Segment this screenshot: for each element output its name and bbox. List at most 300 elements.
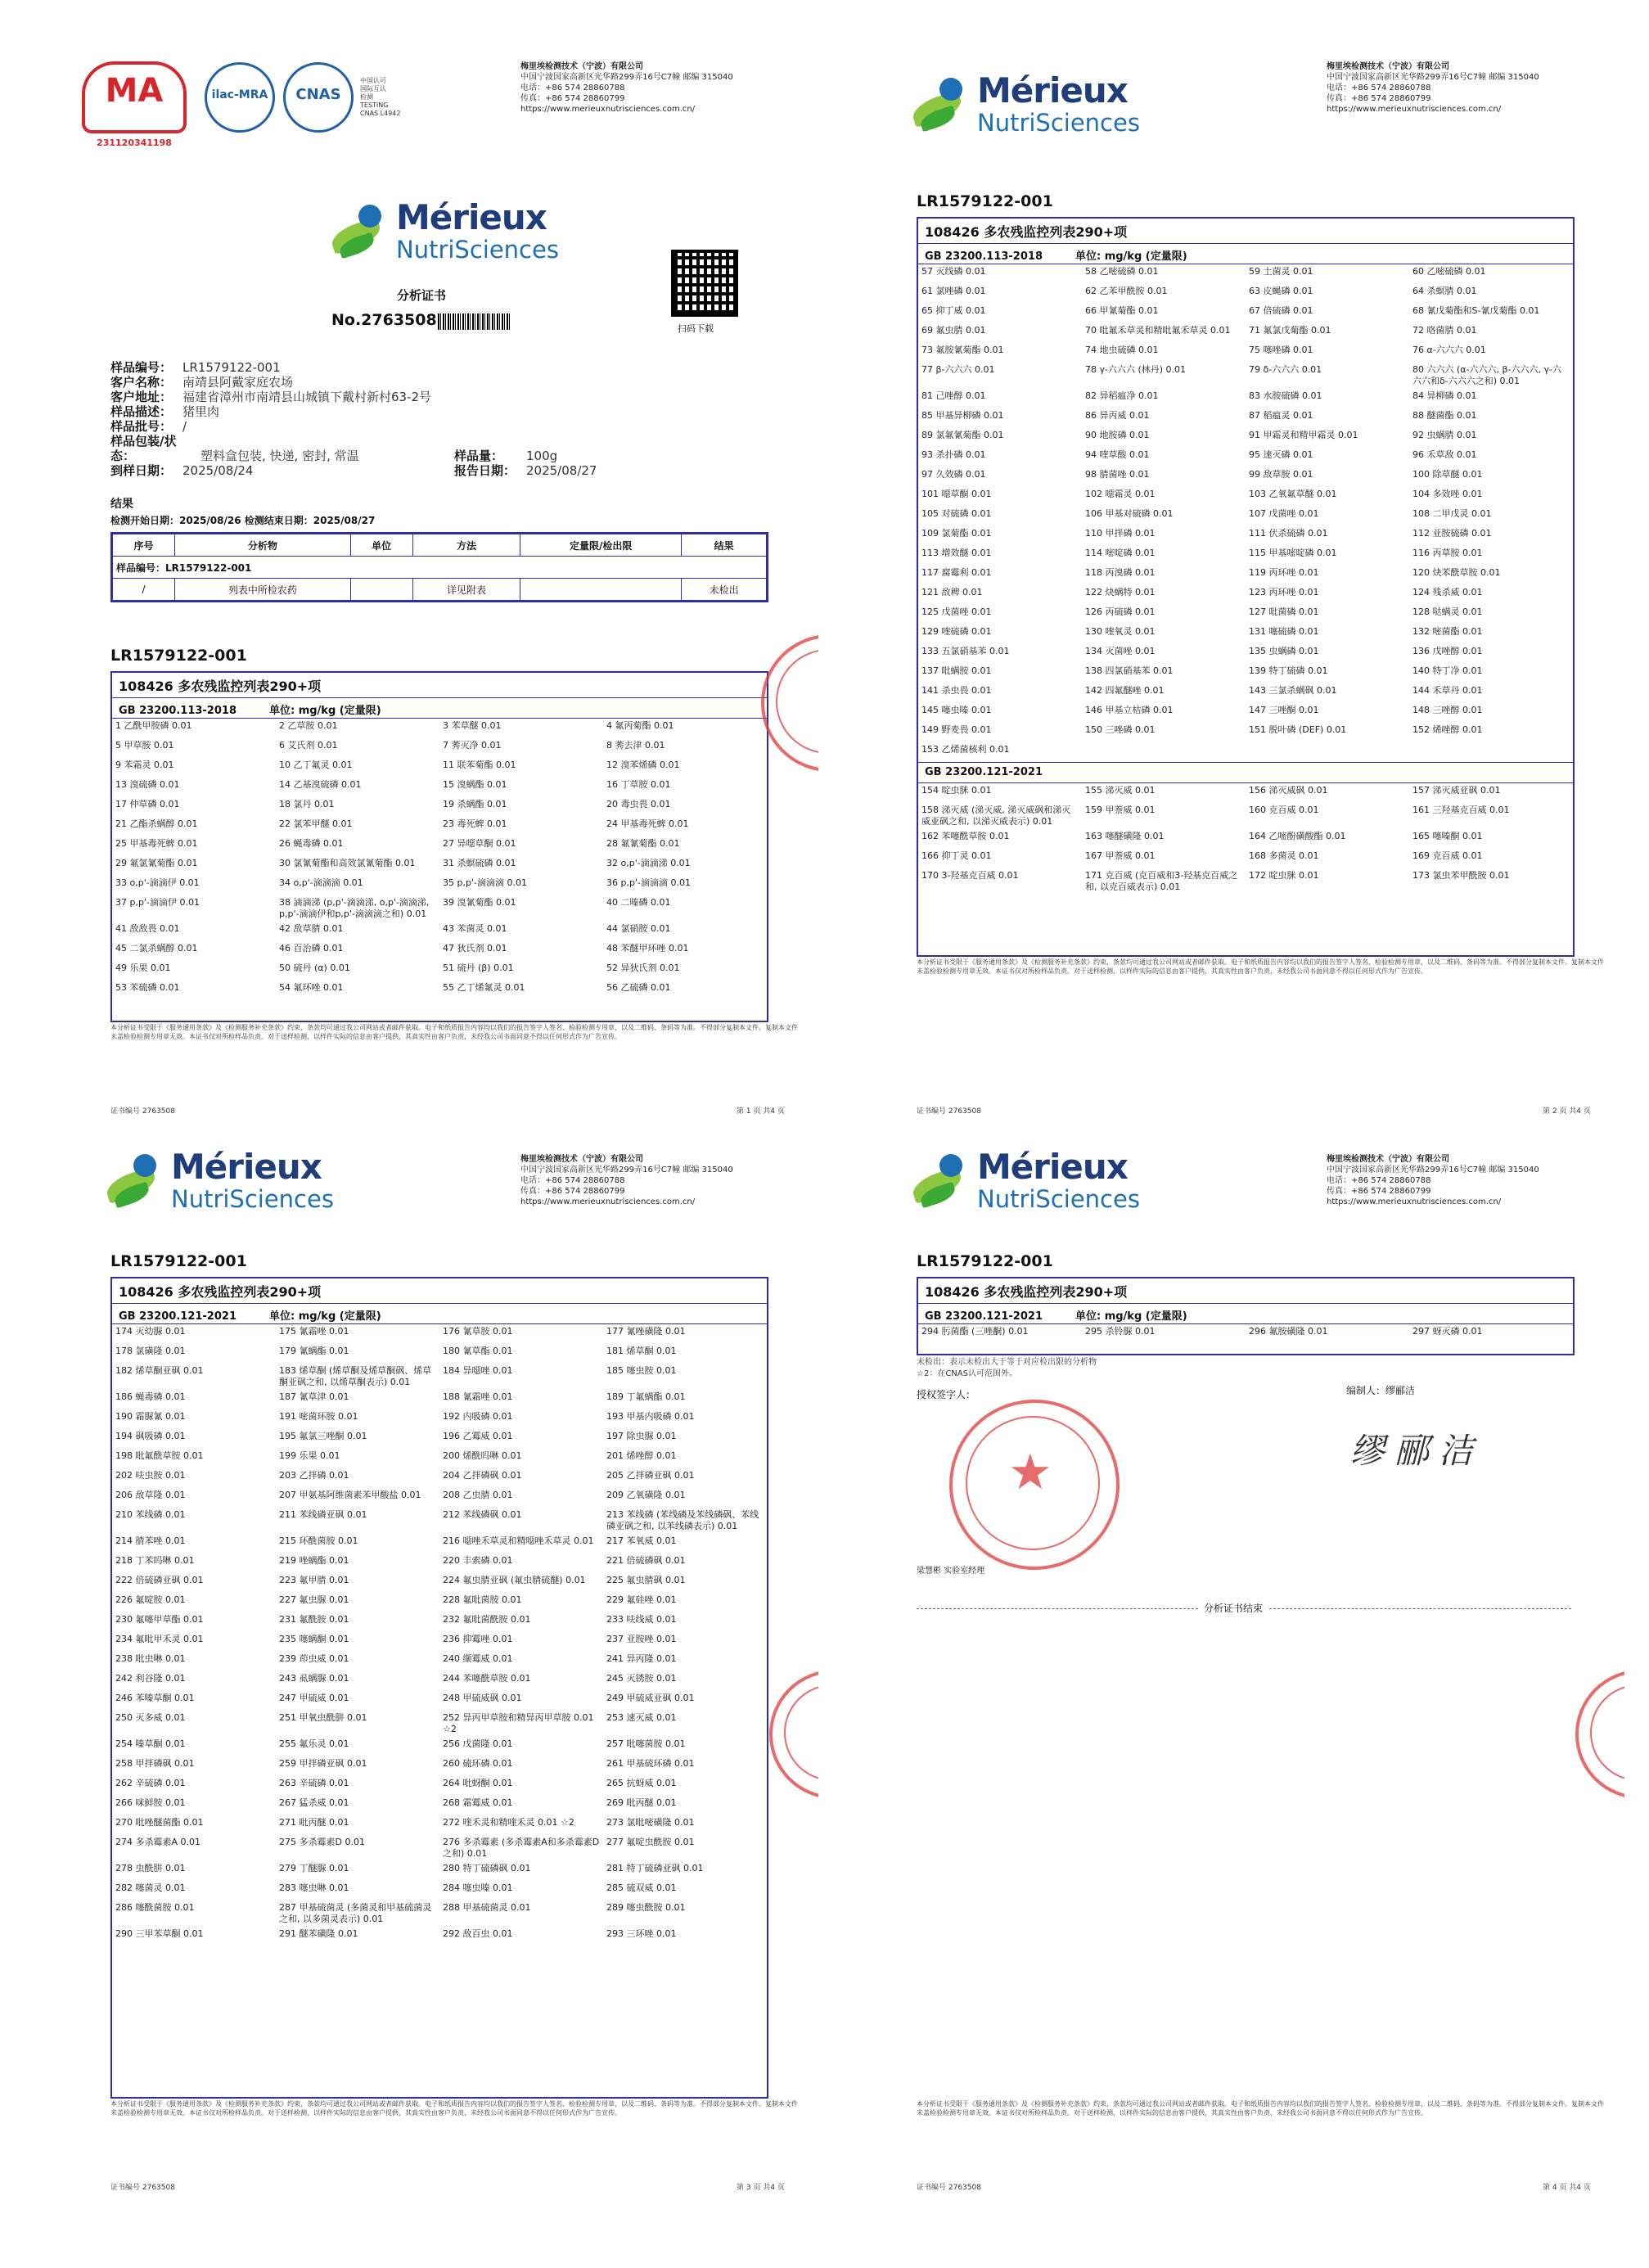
pesticide-item: 39 溴氰菊酯 0.01	[443, 897, 516, 908]
pesticide-item: 138 四氯硝基苯 0.01	[1085, 665, 1174, 676]
pesticide-item: 43 苯菌灵 0.01	[443, 923, 507, 934]
pesticide-item: 294 肟菌酯 (三唑酮) 0.01	[921, 1326, 1029, 1337]
pesticide-item: 170 3-羟基克百威 0.01	[921, 870, 1019, 881]
pesticide-item: 12 溴苯烯磷 0.01	[606, 760, 680, 770]
pesticide-item: 21 乙酯杀螨醇 0.01	[115, 818, 198, 829]
ilac-badge: ilac-MRA	[205, 62, 275, 133]
pesticide-item: 282 噻菌灵 0.01	[115, 1882, 186, 1893]
pesticide-item: 183 烯草酮 (烯草酮及烯草酮砜、烯草酮亚砜之和, 以烯草酮表示) 0.01	[279, 1365, 432, 1387]
pesticide-item: 81 己唑醇 0.01	[921, 390, 986, 401]
pesticide-item: 238 吡虫啉 0.01	[115, 1653, 186, 1664]
pesticide-item: 196 乙霉威 0.01	[443, 1431, 513, 1441]
pesticide-item: 211 苯线磷亚砜 0.01	[279, 1509, 367, 1520]
pesticide-item: 231 氟酰胺 0.01	[279, 1614, 349, 1625]
pesticide-item: 17 仲草磷 0.01	[115, 799, 180, 809]
pesticide-item: 99 敌草胺 0.01	[1249, 469, 1313, 480]
pesticide-item: 25 甲基毒死蜱 0.01	[115, 838, 198, 849]
pesticide-item: 136 戊唑醇 0.01	[1412, 646, 1483, 656]
pesticide-item: 202 呋虫胺 0.01	[115, 1470, 186, 1481]
pesticide-item: 67 倍硫磷 0.01	[1249, 305, 1313, 316]
pesticide-item: 266 咪鲜胺 0.01	[115, 1797, 186, 1808]
pesticide-item: 51 硫丹 (β) 0.01	[443, 963, 514, 973]
pesticide-item: 182 烯草酮亚砜 0.01	[115, 1365, 204, 1376]
pesticide-item: 116 丙草胺 0.01	[1412, 548, 1483, 558]
pesticide-item: 296 氟胺磺隆 0.01	[1249, 1326, 1328, 1337]
table-cell	[520, 579, 682, 601]
pesticide-item: 72 咯菌腈 0.01	[1412, 325, 1477, 336]
footer-terms: 本分析证书受限于《服务通用条款》及《检测服务补充条款》约束，条款均可通过我公司网站或者邮件获取。电子和纸质报告内容均以我们的报告签字人签名、检验检测专用章，以及二维码、条码等为准。不得部分复制本文件。复制本文件未盖检验检测专用章无效。本证书仅对所检样品负责。对于送样检测，以样件实际的信息由客户提供，其真实性由客户负责，未经我公司书面同意不得以任何形式作为广告宣传。	[917, 958, 1604, 975]
pesticide-list-box	[917, 1277, 1575, 1355]
pesticide-item: 274 多杀霉素A 0.01	[115, 1837, 201, 1847]
qr-code[interactable]	[671, 250, 738, 317]
pesticide-item: 226 氟啶胺 0.01	[115, 1594, 186, 1605]
pesticide-item: 75 噻唑磷 0.01	[1249, 345, 1313, 355]
pesticide-item: 203 乙拌磷 0.01	[279, 1470, 349, 1481]
pesticide-item: 101 噁草酮 0.01	[921, 489, 992, 499]
pesticide-item: 77 β-六六六 0.01	[921, 364, 995, 375]
company-address: 梅里埃检测技术（宁波）有限公司 中国宁波国家高新区光华路299弄16号C7幢 邮编 315040 电话：+86 574 28860788 传真：+86 574 28860799 https://www.merieuxnutrisciences.com.cn/	[520, 62, 733, 114]
pesticide-item: 107 戊菌唑 0.01	[1249, 508, 1319, 519]
pesticide-item: 278 虫酰肼 0.01	[115, 1863, 186, 1873]
pesticide-item: 154 啶虫脒 0.01	[921, 785, 992, 796]
pesticide-item: 155 涕灭威 0.01	[1085, 785, 1156, 796]
pesticide-item: 34 o,p'-滴滴滴 0.01	[279, 877, 363, 888]
pesticide-item: 23 毒死蜱 0.01	[443, 818, 507, 829]
pesticide-item: 111 伏杀硫磷 0.01	[1249, 528, 1328, 539]
certificate-footer: 证书编号 2763508	[110, 1107, 175, 1116]
pesticide-item: 179 氰螨酯 0.01	[279, 1346, 349, 1356]
pesticide-item: 204 乙拌磷砜 0.01	[443, 1470, 522, 1481]
end-of-certificate: 分析证书结束	[1199, 1601, 1268, 1615]
pesticide-grid	[112, 1324, 767, 1946]
pesticide-item: 217 苯氧威 0.01	[606, 1535, 677, 1546]
pesticide-item: 115 甲基嘧啶磷 0.01	[1249, 548, 1337, 558]
pesticide-item: 267 猛杀威 0.01	[279, 1797, 349, 1808]
page-number: 第 2 页 共4 页	[1543, 1107, 1591, 1116]
pesticide-item: 56 乙硫磷 0.01	[606, 982, 671, 993]
pesticide-item: 270 吡唑醚菌酯 0.01	[115, 1817, 204, 1828]
list-subheader: GB 23200.113-2018 单位: mg/kg (定量限)	[112, 698, 767, 719]
pesticide-item: 69 氟虫腈 0.01	[921, 325, 986, 336]
pesticide-item: 199 乐果 0.01	[279, 1450, 340, 1461]
pesticide-item: 239 茚虫威 0.01	[279, 1653, 349, 1664]
pesticide-item: 259 甲拌磷亚砜 0.01	[279, 1758, 367, 1769]
red-stamp	[761, 634, 818, 772]
page-2	[888, 61, 1624, 1125]
pesticide-item: 54 氟环唑 0.01	[279, 982, 344, 993]
certificate-footer: 证书编号 2763508	[917, 1107, 981, 1116]
pesticide-item: 151 脱叶磷 (DEF) 0.01	[1249, 724, 1347, 735]
pesticide-item: 252 异丙甲草胺和精异丙甲草胺 0.01 ☆2	[443, 1712, 594, 1734]
pesticide-item: 198 吡氟酰草胺 0.01	[115, 1450, 204, 1461]
pesticide-item: 16 丁草胺 0.01	[606, 779, 671, 790]
col-header: 定量限/检出限	[520, 534, 682, 557]
pesticide-item: 227 氟虫脲 0.01	[279, 1594, 349, 1605]
pesticide-item: 89 氯氟氰菊酯 0.01	[921, 430, 1004, 440]
pesticide-item: 219 唑螨酯 0.01	[279, 1555, 349, 1566]
pesticide-item: 187 氰草津 0.01	[279, 1391, 349, 1402]
pesticide-item: 18 氯丹 0.01	[279, 799, 335, 809]
pesticide-item: 32 o,p'-滴滴涕 0.01	[606, 858, 691, 868]
col-header: 方法	[412, 534, 520, 557]
pesticide-item: 113 增效醚 0.01	[921, 548, 992, 558]
pesticide-item: 65 抑丁威 0.01	[921, 305, 986, 316]
company-address: 梅里埃检测技术（宁波）有限公司 中国宁波国家高新区光华路299弄16号C7幢 邮编 315040 电话：+86 574 28860788 传真：+86 574 28860799 https://www.merieuxnutrisciences.com.cn/	[1327, 62, 1539, 114]
pesticide-item: 120 炔苯酰草胺 0.01	[1412, 567, 1501, 578]
pesticide-item: 146 甲基立枯磷 0.01	[1085, 705, 1174, 715]
pesticide-item: 50 硫丹 (α) 0.01	[279, 963, 350, 973]
sample-qty: 样品量： 100g	[454, 449, 558, 463]
pesticide-item: 108 二甲戊灵 0.01	[1412, 508, 1492, 519]
pesticide-item: 295 杀铃脲 0.01	[1085, 1326, 1156, 1337]
pesticide-item: 80 六六六 (α-六六六, β-六六六, γ-六六六和δ-六六六之和) 0.01	[1412, 364, 1561, 386]
list-title: 108426 多农残监控列表290+项	[918, 219, 1573, 244]
pesticide-item: 74 地虫硫磷 0.01	[1085, 345, 1159, 355]
pesticide-item: 209 乙氧磺隆 0.01	[606, 1490, 686, 1500]
pesticide-item: 223 氟甲腈 0.01	[279, 1575, 349, 1585]
pesticide-item: 249 甲硫威亚砜 0.01	[606, 1693, 695, 1703]
sample-id: LR1579122-001	[110, 647, 247, 665]
pesticide-item: 144 禾草丹 0.01	[1412, 685, 1483, 696]
pesticide-grid	[112, 719, 767, 1000]
pesticide-item: 6 艾氏剂 0.01	[279, 740, 338, 751]
company-address: 梅里埃检测技术（宁波）有限公司 中国宁波国家高新区光华路299弄16号C7幢 邮编 315040 电话：+86 574 28860788 传真：+86 574 28860799 https://www.merieuxnutrisciences.com.cn/	[520, 1155, 733, 1206]
pesticide-item: 169 克百威 0.01	[1412, 850, 1483, 861]
pesticide-item: 49 乐果 0.01	[115, 963, 171, 973]
pesticide-item: 90 地胺磷 0.01	[1085, 430, 1150, 440]
pesticide-item: 71 氟氯戊菊酯 0.01	[1249, 325, 1331, 336]
pesticide-item: 248 甲硫威砜 0.01	[443, 1693, 522, 1703]
pesticide-item: 70 吡氟禾草灵和精吡氟禾草灵 0.01	[1085, 325, 1231, 336]
pesticide-item: 13 溴硫磷 0.01	[115, 779, 180, 790]
pesticide-item: 105 对硫磷 0.01	[921, 508, 992, 519]
list-subheader: GB 23200.121-2021 单位: mg/kg (定量限)	[112, 1304, 767, 1324]
pesticide-item: 205 乙拌磷亚砜 0.01	[606, 1470, 695, 1481]
pesticide-item: 143 三氯杀螨砜 0.01	[1249, 685, 1337, 696]
compiler-label: 编制人：缪郦洁	[1346, 1385, 1416, 1396]
pesticide-item: 114 嘧啶磷 0.01	[1085, 548, 1156, 558]
pesticide-item: 246 苯嗪草酮 0.01	[115, 1693, 195, 1703]
pesticide-item: 88 醚菌酯 0.01	[1412, 410, 1477, 421]
page-number: 第 3 页 共4 页	[737, 2184, 785, 2192]
pesticide-item: 216 噁唑禾草灵和精噁唑禾草灵 0.01	[443, 1535, 594, 1546]
pesticide-item: 242 利谷隆 0.01	[115, 1673, 186, 1684]
result-table	[110, 532, 768, 602]
col-header: 分析物	[175, 534, 351, 557]
pesticide-grid	[918, 1324, 1573, 1344]
pesticide-item: 14 乙基溴硫磷 0.01	[279, 779, 362, 790]
pesticide-item: 5 甲草胺 0.01	[115, 740, 174, 751]
pesticide-item: 124 残杀威 0.01	[1412, 587, 1483, 597]
pesticide-item: 265 抗蚜威 0.01	[606, 1778, 677, 1788]
pesticide-list-box	[917, 217, 1575, 957]
pesticide-item: 150 三唑磷 0.01	[1085, 724, 1156, 735]
pesticide-item: 52 异狄氏剂 0.01	[606, 963, 680, 973]
pesticide-item: 137 吡螨胺 0.01	[921, 665, 992, 676]
pesticide-item: 264 吡蚜酮 0.01	[443, 1778, 513, 1788]
pesticide-item: 213 苯线磷 (苯线磷及苯线磷砜、苯线磷亚砜之和, 以苯线磷表示) 0.01	[606, 1509, 759, 1531]
sample-id: LR1579122-001	[110, 1252, 247, 1270]
pesticide-item: 106 甲基对硫磷 0.01	[1085, 508, 1174, 519]
pesticide-item: 37 p,p'-滴滴伊 0.01	[115, 897, 200, 908]
pesticide-item: 228 氟吡菌胺 0.01	[443, 1594, 522, 1605]
pesticide-item: 241 异丙隆 0.01	[606, 1653, 677, 1664]
pesticide-item: 194 砜吸磷 0.01	[115, 1431, 186, 1441]
pesticide-item: 236 抑霉唑 0.01	[443, 1634, 513, 1644]
pesticide-item: 230 氟噻甲草酯 0.01	[115, 1614, 204, 1625]
pesticide-item: 1 乙酰甲胺磷 0.01	[115, 720, 192, 731]
pesticide-item: 167 甲萘威 0.01	[1085, 850, 1156, 861]
pesticide-item: 180 氰草酯 0.01	[443, 1346, 513, 1356]
pesticide-item: 222 倍硫磷亚砜 0.01	[115, 1575, 204, 1585]
pesticide-item: 7 莠灭净 0.01	[443, 740, 502, 751]
pesticide-item: 10 乙丁氟灵 0.01	[279, 760, 353, 770]
pesticide-item: 94 喹草酸 0.01	[1085, 449, 1150, 460]
pesticide-item: 84 异柳磷 0.01	[1412, 390, 1477, 401]
certificate-number: No.2763508	[331, 311, 437, 329]
pesticide-item: 215 环酰菌胺 0.01	[279, 1535, 358, 1546]
certificate-footer: 证书编号 2763508	[917, 2184, 981, 2192]
pesticide-item: 221 倍硫磷砜 0.01	[606, 1555, 686, 1566]
pesticide-item: 38 滴滴涕 (p,p'-滴滴涕, o,p'-滴滴涕, p,p'-滴滴伊和p,p'-滴滴滴之和) 0.01	[279, 897, 430, 919]
col-header: 序号	[113, 534, 175, 557]
info-row: 样品包装/状态： 塑料盒包装, 快递, 密封, 常温	[110, 434, 359, 463]
pesticide-item: 286 噻酰菌胺 0.01	[115, 1902, 195, 1913]
sample-info	[110, 360, 431, 478]
pesticide-item: 185 噻虫胺 0.01	[606, 1365, 677, 1376]
pesticide-item: 46 百治磷 0.01	[279, 943, 344, 954]
info-row: 样品编号： LR1579122-001	[110, 360, 281, 375]
pesticide-item: 42 敌草腈 0.01	[279, 923, 344, 934]
pesticide-item: 92 虫螨腈 0.01	[1412, 430, 1477, 440]
pesticide-item: 103 乙氧氟草醚 0.01	[1249, 489, 1337, 499]
pesticide-item: 33 o,p'-滴滴伊 0.01	[115, 877, 200, 888]
pesticide-item: 35 p,p'-滴滴滴 0.01	[443, 877, 527, 888]
pesticide-item: 218 丁苯吗啉 0.01	[115, 1555, 195, 1566]
info-row: 到样日期： 2025/08/24	[110, 463, 254, 478]
pesticide-item: 263 辛硫磷 0.01	[279, 1778, 349, 1788]
pesticide-item: 277 氟啶虫酰胺 0.01	[606, 1837, 695, 1847]
pesticide-item: 44 氯硝胺 0.01	[606, 923, 671, 934]
pesticide-item: 243 虱螨脲 0.01	[279, 1673, 349, 1684]
pesticide-item: 190 霜脲氰 0.01	[115, 1411, 186, 1422]
pesticide-item: 11 联苯菊酯 0.01	[443, 760, 516, 770]
table-cell: 未检出	[682, 579, 767, 601]
pesticide-item: 135 虫螨磷 0.01	[1249, 646, 1319, 656]
pesticide-grid	[918, 783, 1573, 895]
pesticide-item: 229 氟硅唑 0.01	[606, 1594, 677, 1605]
pesticide-item: 48 苯醚甲环唑 0.01	[606, 943, 689, 954]
col-header: 单位	[350, 534, 412, 557]
pesticide-item: 112 亚胺硫磷 0.01	[1412, 528, 1492, 539]
report-date: 报告日期： 2025/08/27	[454, 463, 597, 478]
pesticide-item: 66 甲氰菊酯 0.01	[1085, 305, 1159, 316]
pesticide-item: 102 噁霜灵 0.01	[1085, 489, 1156, 499]
pesticide-item: 288 甲基硫菌灵 0.01	[443, 1902, 531, 1913]
pesticide-item: 174 灭幼脲 0.01	[115, 1326, 186, 1337]
pesticide-item: 289 噻虫酰胺 0.01	[606, 1902, 686, 1913]
company-address: 梅里埃检测技术（宁波）有限公司 中国宁波国家高新区光华路299弄16号C7幢 邮编 315040 电话：+86 574 28860788 传真：+86 574 28860799 https://www.merieuxnutrisciences.com.cn/	[1327, 1155, 1539, 1206]
pesticide-item: 210 苯线磷 0.01	[115, 1509, 186, 1520]
pesticide-item: 57 灭线磷 0.01	[921, 266, 986, 277]
info-row: 客户地址： 福建省漳州市南靖县山城镇下戴村新村63-2号	[110, 390, 432, 404]
pesticide-item: 292 敌百虫 0.01	[443, 1928, 513, 1939]
pesticide-item: 122 炔螨特 0.01	[1085, 587, 1156, 597]
pesticide-item: 172 啶虫脒 0.01	[1249, 870, 1319, 881]
pesticide-item: 127 吡菌磷 0.01	[1249, 606, 1319, 617]
pesticide-item: 121 敌稗 0.01	[921, 587, 983, 597]
pesticide-item: 40 二嗪磷 0.01	[606, 897, 671, 908]
list-title: 108426 多农残监控列表290+项	[112, 673, 767, 698]
merieux-logo: Mérieux NutriSciences	[327, 201, 559, 262]
pesticide-item: 2 乙草胺 0.01	[279, 720, 338, 731]
pesticide-item: 157 涕灭威亚砜 0.01	[1412, 785, 1501, 796]
authorized-signer-label: 授权签字人：	[917, 1389, 976, 1400]
pesticide-list-box	[110, 1277, 768, 2099]
pesticide-item: 234 氟吡甲禾灵 0.01	[115, 1634, 204, 1644]
pesticide-item: 98 腈菌唑 0.01	[1085, 469, 1150, 480]
page-number: 第 4 页 共4 页	[1543, 2184, 1591, 2192]
merieux-logo: Mérieux NutriSciences	[908, 74, 1140, 135]
pesticide-item: 214 腈苯唑 0.01	[115, 1535, 186, 1546]
pesticide-item: 125 戊菌唑 0.01	[921, 606, 992, 617]
pesticide-item: 104 多效唑 0.01	[1412, 489, 1483, 499]
sample-id: LR1579122-001	[917, 192, 1053, 210]
pesticide-item: 257 吡噻菌胺 0.01	[606, 1738, 686, 1749]
pesticide-item: 260 硫环磷 0.01	[443, 1758, 513, 1769]
pesticide-item: 36 p,p'-滴滴滴 0.01	[606, 877, 691, 888]
pesticide-item: 62 乙苯甲酰胺 0.01	[1085, 286, 1168, 296]
pesticide-item: 160 克百威 0.01	[1249, 805, 1319, 815]
pesticide-item: 148 三唑醇 0.01	[1412, 705, 1483, 715]
pesticide-item: 280 特丁硫磷砜 0.01	[443, 1863, 531, 1873]
pesticide-item: 159 甲萘威 0.01	[1085, 805, 1156, 815]
pesticide-item: 251 甲氧虫酰肼 0.01	[279, 1712, 367, 1723]
pesticide-item: 149 野麦畏 0.01	[921, 724, 992, 735]
pesticide-item: 166 抑丁灵 0.01	[921, 850, 992, 861]
pesticide-item: 283 噻虫啉 0.01	[279, 1882, 349, 1893]
pesticide-item: 178 氯磺隆 0.01	[115, 1346, 186, 1356]
pesticide-item: 162 苯噻酰草胺 0.01	[921, 831, 1010, 841]
pesticide-item: 59 土菌灵 0.01	[1249, 266, 1313, 277]
pesticide-item: 86 异丙威 0.01	[1085, 410, 1150, 421]
pesticide-item: 96 禾草敌 0.01	[1412, 449, 1477, 460]
pesticide-item: 297 蚜灭磷 0.01	[1412, 1326, 1483, 1337]
pesticide-item: 63 皮蝇磷 0.01	[1249, 286, 1313, 296]
pesticide-item: 184 异噁唑 0.01	[443, 1365, 513, 1376]
sample-row: 样品编号：LR1579122-001	[113, 557, 767, 579]
result-heading: 结果	[110, 498, 133, 511]
pesticide-item: 28 氟氰菊酯 0.01	[606, 838, 680, 849]
pesticide-item: 128 哒螨灵 0.01	[1412, 606, 1483, 617]
pesticide-item: 61 氯唑磷 0.01	[921, 286, 986, 296]
pesticide-item: 247 甲硫威 0.01	[279, 1693, 349, 1703]
pesticide-item: 109 氯菊酯 0.01	[921, 528, 992, 539]
table-cell: 列表中所检农药	[175, 579, 351, 601]
certificate-title: 分析证书	[397, 288, 447, 303]
pesticide-item: 95 速灭磷 0.01	[1249, 449, 1313, 460]
pesticide-item: 197 除虫脲 0.01	[606, 1431, 677, 1441]
pesticide-item: 164 乙嘧酚磺酸酯 0.01	[1249, 831, 1346, 841]
pesticide-item: 20 毒虫畏 0.01	[606, 799, 671, 809]
pesticide-item: 256 戊菌隆 0.01	[443, 1738, 513, 1749]
pesticide-item: 142 四氟醚唑 0.01	[1085, 685, 1165, 696]
pesticide-item: 126 丙硫磷 0.01	[1085, 606, 1156, 617]
pesticide-item: 193 甲基内吸磷 0.01	[606, 1411, 695, 1422]
pesticide-item: 200 烯酰吗啉 0.01	[443, 1450, 522, 1461]
pesticide-item: 207 甲氨基阿维菌素苯甲酸盐 0.01	[279, 1490, 421, 1500]
pesticide-item: 53 苯硫磷 0.01	[115, 982, 180, 993]
pesticide-item: 55 乙丁烯氟灵 0.01	[443, 982, 525, 993]
pesticide-item: 233 呋线威 0.01	[606, 1614, 677, 1625]
pesticide-item: 253 速灭威 0.01	[606, 1712, 677, 1723]
table-cell	[350, 579, 412, 601]
red-stamp	[769, 1670, 818, 1799]
pesticide-item: 235 噻螨酮 0.01	[279, 1634, 349, 1644]
pesticide-item: 110 甲拌磷 0.01	[1085, 528, 1156, 539]
pesticide-item: 45 二氯杀螨醇 0.01	[115, 943, 198, 954]
pesticide-item: 3 苯草醚 0.01	[443, 720, 502, 731]
sample-id: LR1579122-001	[917, 1252, 1053, 1270]
info-row: 客户名称： 南靖县阿戴家庭农场	[110, 375, 294, 390]
pesticide-item: 68 氰戊菊酯和S-氰戊菊酯 0.01	[1412, 305, 1540, 316]
pesticide-item: 60 乙嘧硫磷 0.01	[1412, 266, 1486, 277]
pesticide-item: 177 氰唑磺隆 0.01	[606, 1326, 686, 1337]
pesticide-item: 132 嘧菌酯 0.01	[1412, 626, 1483, 637]
pesticide-item: 279 丁醚脲 0.01	[279, 1863, 349, 1873]
certificate-footer: 证书编号 2763508	[110, 2184, 175, 2192]
pesticide-item: 232 氟吡菌酰胺 0.01	[443, 1614, 531, 1625]
test-dates: 检测开始日期：2025/08/26 检测结束日期：2025/08/27	[110, 515, 376, 526]
pesticide-item: 31 杀螟硫磷 0.01	[443, 858, 516, 868]
pesticide-item: 87 稻瘟灵 0.01	[1249, 410, 1313, 421]
pesticide-item: 141 杀虫畏 0.01	[921, 685, 992, 696]
pesticide-item: 191 嘧菌环胺 0.01	[279, 1411, 358, 1422]
pesticide-item: 181 烯草酮 0.01	[606, 1346, 677, 1356]
footer-terms: 本分析证书受限于《服务通用条款》及《检测服务补充条款》约束，条款均可通过我公司网站或者邮件获取。电子和纸质报告内容均以我们的报告签字人签名、检验检测专用章，以及二维码、条码等为准。不得部分复制本文件。复制本文件未盖检验检测专用章无效。本证书仅对所检样品负责。对于送样检测，以样件实际的信息由客户提供，其真实性由客户负责，未经我公司书面同意不得以任何形式作为广告宣传。	[917, 2100, 1604, 2117]
table-cell: 详见附表	[412, 579, 520, 601]
pesticide-item: 225 氟虫腈砜 0.01	[606, 1575, 686, 1585]
list-subheader: GB 23200.121-2021	[918, 762, 1573, 783]
pesticide-item: 254 嗪草酮 0.01	[115, 1738, 186, 1749]
pesticide-item: 129 喹硫磷 0.01	[921, 626, 992, 637]
pesticide-item: 26 蝇毒磷 0.01	[279, 838, 344, 849]
pesticide-item: 189 丁氟螨酯 0.01	[606, 1391, 686, 1402]
pesticide-item: 24 甲基毒死蜱 0.01	[606, 818, 689, 829]
pesticide-item: 145 噻虫嗪 0.01	[921, 705, 992, 715]
pesticide-item: 100 除草醚 0.01	[1412, 469, 1483, 480]
list-title: 108426 多农残监控列表290+项	[918, 1278, 1573, 1304]
pesticide-item: 163 噻醚磺隆 0.01	[1085, 831, 1165, 841]
pesticide-item: 19 杀螨酯 0.01	[443, 799, 507, 809]
pesticide-item: 79 δ-六六六 0.01	[1249, 364, 1322, 375]
pesticide-item: 78 γ-六六六 (林丹) 0.01	[1085, 364, 1187, 375]
pesticide-item: 272 喹禾灵和精喹禾灵 0.01 ☆2	[443, 1817, 574, 1828]
pesticide-item: 290 三甲苯草酮 0.01	[115, 1928, 204, 1939]
pesticide-item: 188 氰霜唑 0.01	[443, 1391, 513, 1402]
pesticide-item: 206 敌草隆 0.01	[115, 1490, 186, 1500]
pesticide-item: 258 甲拌磷砜 0.01	[115, 1758, 195, 1769]
pesticide-item: 287 甲基硫菌灵 (多菌灵和甲基硫菌灵之和, 以多菌灵表示) 0.01	[279, 1902, 432, 1924]
page-3	[82, 1138, 818, 2202]
pesticide-item: 91 甲霜灵和精甲霜灵 0.01	[1249, 430, 1358, 440]
pesticide-item: 158 涕灭威 (涕灭威, 涕灭威砜和涕灭威亚砜之和, 以涕灭威表示) 0.01	[921, 805, 1071, 827]
merieux-logo: Mérieux NutriSciences	[102, 1150, 334, 1211]
pesticide-item: 240 缬霉威 0.01	[443, 1653, 513, 1664]
qr-label: 扫码下载	[678, 323, 714, 334]
cnas-badge: CNAS	[283, 62, 354, 133]
table-cell: /	[113, 579, 175, 601]
